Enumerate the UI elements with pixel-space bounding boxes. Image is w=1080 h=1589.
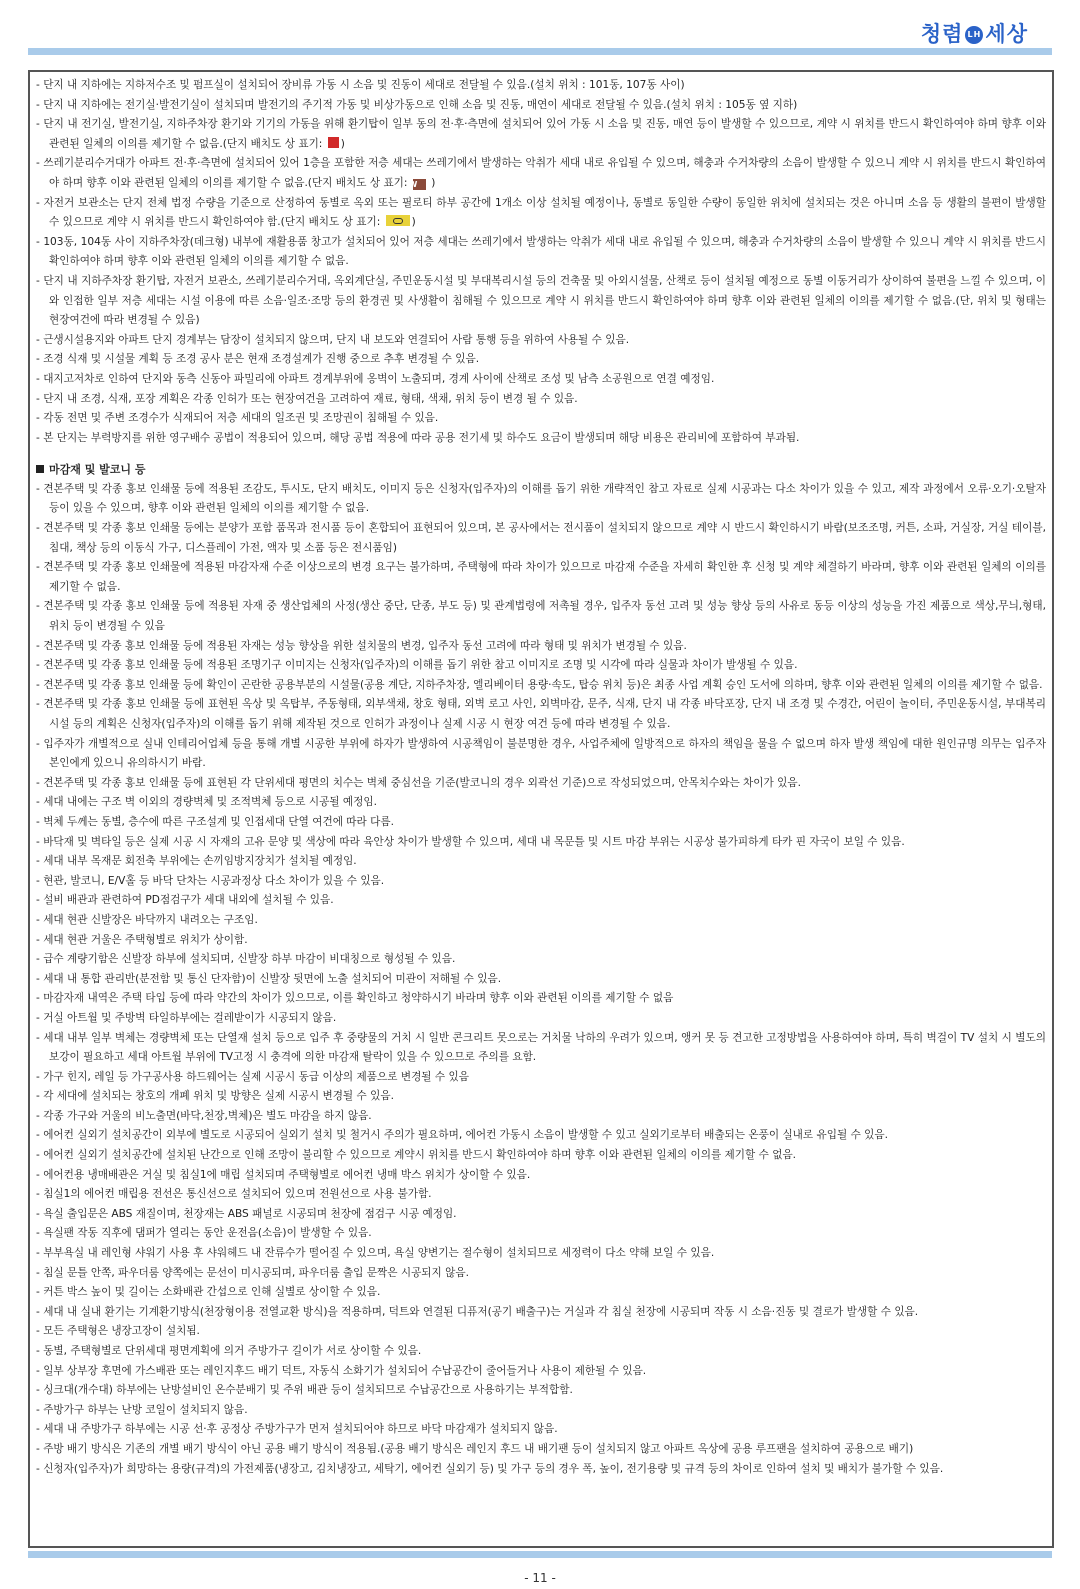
list-item: - 커튼 박스 높이 및 길이는 소화배관 간섭으로 인해 실별로 상이할 수 있음. [36,1286,381,1299]
list-item: - 조경 식재 및 시설물 계획 등 조경 공사 분은 현재 조경설계가 진행 중으로 추후 변경될 수 있음. [36,353,480,366]
list-item: - 단지 내 조경, 식재, 포장 계획은 각종 인허가 또는 현장여건을 고려하여 재료, 형태, 색채, 위치 등이 변경 될 수 있음. [36,392,578,405]
list-item: - 세대 내 통합 관리반(분전함 및 통신 단자함)이 신발장 뒷면에 노출 설치되어 미관이 저해될 수 있음. [36,972,502,985]
list-item: - 견본주택 및 각종 홍보 인쇄물 등에 표현된 옥상 및 옥탑부, 주동형태, 외부색채, 창호 형태, 외벽 로고 사인, 외벽마감, 문주, 식재, 단지 내 각종 바닥포장, 단지 내 조경 및 수경간, 어린이 놀이터, 주민운동시설, 부대복리시설 등의 계획은 신청자(입주자)의 이해를 돕기 위해 제작된 것으로 인허가 과정이나 실제 시공 시 현장 여건 등에 따라 변경될 수 있음. [36,698,1046,730]
list-item: - 침실1의 에어컨 매립용 전선은 통신선으로 설치되어 있으며 전원선으로 사용 불가함. [36,1188,432,1201]
bottom-accent-bar [28,1551,1052,1558]
legend-close: ) [431,176,436,189]
list-item: - 단지 내 지하에는 지하저수조 및 펌프실이 설치되어 장비류 가동 시 소음 및 진동이 세대로 전달될 수 있음.(설치 위치 : 101동, 107동 사이) [36,79,685,91]
list-item: - 각 세대에 설치되는 창호의 개폐 위치 및 방향은 실제 시공시 변경될 수 있음. [36,1090,394,1103]
list-item: - 견본주택 및 각종 홍보 인쇄물 등에 확인이 곤란한 공용부분의 시설물(공용 계단, 지하주차장, 엘리베이터 용량·속도, 탑승 위치 등)은 최종 사업 계획 승인 도서에 의하며, 향후 이와 관련된 일체의 이의를 제기할 수 없음. [36,678,1043,691]
list-item: - 각동 전면 및 주변 조경수가 식재되어 저층 세대의 일조권 및 조망권이 침해될 수 있음. [36,412,439,425]
list-item: - 견본주택 및 각종 홍보 인쇄물 등에는 분양가 포함 품목과 전시품 등이 혼합되어 표현되어 있으며, 본 공사에서는 전시품이 설치되지 않으므로 계약 시 반드시 확인하시기 바람(보조조명, 커튼, 소파, 거실장, 거실 테이블, 침대, 책상 등의 이동식 가구, 디스플레이 가전, 액자 및 소품 등은 전시품임) [36,522,1046,554]
list-item-text: - 자전거 보관소는 단지 전체 법정 수량을 기준으로 산정하여 동별로 옥외 또는 필로티 하부 공간에 1개소 이상 설치될 예정이나, 동별로 동일한 수량이 동일한 위치에 설치되는 것은 아니며 소음 등 생활의 불편이 발생할 수 있으므로 계약 시 위치를 반드시 확인하여야 함.(단지 배치도 상 표기: [36,196,1046,229]
section-title [36,460,1046,480]
ventilation-tower-legend-icon [328,137,339,148]
list-item: - 급수 계량기함은 신발장 하부에 설치되며, 신발장 하부 마감이 비대칭으로 형성될 수 있음. [36,953,456,966]
bicycle-legend-icon [386,215,410,226]
top-accent-bar [28,48,1052,55]
list-item: - 단지 내 지하주차장 환기탑, 자전거 보관소, 쓰레기분리수거대, 옥외계단실, 주민운동시설 및 부대복리시설 등의 건축물 및 아외시설물, 산책로 등이 설치될 예정으로 동별 이동거리가 상이하여 불편을 느낄 수 있으며, 이와 인접한 일부 저층 세대는 시설 이용에 따른 소음·일조·조망 등의 환경권 및 사생활이 침해될 수 있으므로 계약 시 위치를 반드시 확인하여야 하며 향후 이와 관련된 일체의 이의를 제기할 수 없음.(단, 위치 및 형태는 현장여건에 따라 변경될 수 있음) [36,274,1046,327]
list-item-text: - 단지 내 전기실, 발전기실, 지하주차장 환기와 기기의 가동을 위해 환기탑이 일부 동의 전·후·측면에 설치되어 있어 가동 시 소음 및 진동, 매연 등이 발생할 수 있으므로, 계약 시 위치를 반드시 확인하여야 하며 향후 이와 관련된 일체의 이의를 제기할 수 없음.(단지 배치도 상 표기: [36,118,1046,150]
list-item: - 세대 현관 신발장은 바닥까지 내려오는 구조임. [36,913,258,926]
legend-close: ) [411,216,416,229]
list-item: - 주방가구 하부는 난방 코일이 설치되지 않음. [36,1403,248,1416]
list-item: - 욕실 출입문은 ABS 재질이며, 천장재는 ABS 패널로 시공되며 천장에 점검구 시공 예정임. [36,1207,457,1220]
list-item: - 입주자가 개별적으로 실내 인테리어업체 등을 통해 개별 시공한 부위에 하자가 발생하여 시공책임이 불분명한 경우, 사업주체에 일방적으로 하자의 책임을 물을 수 없으며 하자 발생 책임에 대한 원인규명 의무는 입주자 본인에게 있으니 유의하시기 바람. [36,737,1046,770]
list-item: - 견본주택 및 각종 홍보 인쇄물 등에 적용된 조명기구 이미지는 신청자(입주자)의 이해를 돕기 위한 참고 이미지로 조명 및 시각에 따라 실물과 차이가 발생될 수 있음. [36,659,798,672]
list-item: - 현관, 발코니, E/V홀 등 바닥 단차는 시공과정상 다소 차이가 있을 수 있음. [36,874,385,887]
list-item: - 세대 내 주방가구 하부에는 시공 선·후 공정상 주방가구가 먼저 설치되어야 하므로 바닥 마감재가 설치되지 않음. [36,1423,558,1436]
list-item: - 부부욕실 내 레인형 샤워기 사용 후 샤워헤드 내 잔류수가 떨어질 수 있으며, 욕실 양변기는 절수형이 설치되므로 세정력이 다소 약해 보일 수 있음. [36,1247,715,1260]
list-item: - 견본주택 및 각종 홍보 인쇄물 등에 적용된 자재 중 생산업체의 사정(생산 중단, 단종, 부도 등) 및 관계법령에 저촉될 경우, 입주자 동선 고려 및 성능 향상 등의 사유로 동등 이상의 성능을 가진 제품으로 색상,무늬,형태,위치 등이 변경될 수 있음 [36,600,1046,633]
list-item: - 견본주택 및 각종 홍보 인쇄물에 적용된 마감자재 수준 이상으로의 변경 요구는 불가하며, 주택형에 따라 차이가 있으므로 마감재 수준을 자세히 확인한 후 신청 및 계약 체결하기 바라며, 향후 이와 관련된 일체의 이의를 제기할 수 없음. [36,561,1046,593]
logo-mark-icon: LH [965,26,983,44]
list-item: - 설비 배관과 관련하여 PD점검구가 세대 내외에 설치될 수 있음. [36,894,334,907]
list-item: - 동별, 주택형별로 단위세대 평면계획에 의거 주방가구 길이가 서로 상이할 수 있음. [36,1345,422,1357]
list-item [36,154,1046,193]
list-item: - 일부 상부장 후면에 가스배관 또는 레인지후드 배기 덕트, 자동식 소화기가 설치되어 수납공간이 줄어들거나 사용이 제한될 수 있음. [36,1364,647,1377]
list-item: - 각종 가구와 거울의 비노출면(바닥,천장,벽체)은 별도 마감을 하지 않음. [36,1109,372,1122]
logo-text-left: 청렴 [920,22,964,46]
list-item: - 103동, 104동 사이 지하주차장(데크형) 내부에 재활용품 창고가 설치되어 있어 저층 세대는 쓰레기에서 발생하는 악취가 세대 내로 유입될 수 있으며, 해충과 수거차량의 소음이 발생할 수 있으니 계약 시 위치를 반드시 확인하여야 하며 향후 이와 관련된 일체의 이의를 제기할 수 없음. [36,235,1046,268]
section-title-text: 마감재 및 발코니 등 [49,463,146,477]
list-item: - 에어컨 실외기 설치공간이 외부에 별도로 시공되어 실외기 설치 및 철거시 주의가 필요하며, 에어컨 가동시 소음이 발생할 수 있고 실외기로부터 배출되는 온풍이 실내로 유입될 수 있음. [36,1129,889,1142]
list-item: - 가구 힌지, 레일 등 가구공사용 하드웨어는 실제 시공시 동급 이상의 제품으로 변경될 수 있음 [36,1070,469,1083]
list-item: - 세대 내부 목재문 회전축 부위에는 손끼임방지장치가 설치될 예정임. [36,855,357,868]
list-item: - 싱크대(개수대) 하부에는 난방설비인 온수분배기 및 주위 배관 등이 설치되므로 수납공간으로 사용하기는 부적합함. [36,1384,573,1397]
logo [921,18,1028,48]
list-item: - 욕실팬 작동 직후에 댐퍼가 열리는 동안 운전음(소음)이 발생할 수 있음. [36,1227,372,1240]
list-item: - 모든 주택형은 냉장고장이 설치됨. [36,1325,200,1338]
page-number: - 11 - [524,1571,556,1585]
list-item: - 견본주택 및 각종 홍보 인쇄물 등에 표현된 각 단위세대 평면의 치수는 벽체 중심선을 기준(발코니의 경우 외곽선 기준)으로 작성되었으며, 안목치수와는 차이가 있음. [36,776,801,789]
list-item [36,194,1046,233]
list-item: - 바닥재 및 벽타일 등은 실제 시공 시 자재의 고유 문양 및 색상에 따라 육안상 차이가 발생할 수 있으며, 세대 내 목문틀 및 시트 마감 부위는 시공상 불가피하게 타카 핀 자국이 보일 수 있음. [36,835,905,848]
legend-close: ) [340,137,345,150]
list-item: - 대지고저차로 인하여 단지와 동측 신동아 파밀리에 아파트 경계부위에 옹벽이 노출되며, 경계 사이에 산책로 조성 및 남측 소공원으로 연결 예정임. [36,372,715,385]
list-item: - 마감자재 내역은 주택 타입 등에 따라 약간의 차이가 있으므로, 이를 확인하고 청약하시기 바라며 향후 이와 관련된 이의를 제기할 수 없음 [36,992,674,1005]
list-item [36,115,1046,154]
list-item: - 세대 현관 거울은 주택형별로 위치가 상이함. [36,933,248,946]
list-item: - 세대 내부 일부 벽체는 경량벽체 또는 단열재 설치 등으로 입주 후 중량물의 거치 시 일반 콘크리트 못으로는 거치물 낙하의 우려가 있으며, 앵커 못 등 견고한 고정방법을 사용하여야 하며, 특히 벽걸이 TV 설치 시 별도의 보강이 필요하고 세대 아트월 부위에 TV고정 시 충격에 의한 마감재 탈락이 있을 수 있으므로 주의를 요함. [36,1031,1046,1064]
list-item: - 세대 내에는 구조 벽 이외의 경량벽체 및 조적벽체 등으로 시공될 예정임. [36,796,378,809]
logo-text-right: 세상 [985,22,1028,46]
list-item: - 주방 배기 방식은 기존의 개별 배기 방식이 아닌 공용 배기 방식이 적용됨.(공용 배기 방식은 레인지 후드 내 배기팬 등이 설치되지 않고 아파트 옥상에 공용 루프팬을 설치하여 공용으로 배기) [36,1442,914,1455]
content [36,76,1046,1479]
content-frame [28,70,1054,1548]
waste-legend-icon: W [413,179,426,190]
list-item: - 근생시설용지와 아파트 단지 경계부는 담장이 설치되지 않으며, 단지 내 보도와 연결되어 사람 통행 등을 위하여 사용될 수 있음. [36,333,630,346]
list-item: - 견본주택 및 각종 홍보 인쇄물 등에 적용된 자재는 성능 향상을 위한 설치물의 변경, 입주자 동선 고려에 따라 형태 및 위치가 변경될 수 있음. [36,639,687,652]
list-item: - 단지 내 지하에는 전기실·발전기실이 설치되며 발전기의 주기적 가동 및 비상가동으로 인해 소음 및 진동, 매연이 세대로 전달될 수 있음.(설치 위치 : 105동 옆 지하) [36,98,798,111]
list-item: - 세대 내 실내 환기는 기계환기방식(천장형이용 전열교환 방식)을 적용하며, 덕트와 연결된 디퓨저(공기 배출구)는 거실과 각 침실 천장에 시공되며 작동 시 소음·진동 및 결로가 발생할 수 있음. [36,1305,919,1318]
list-item: - 에어컨용 냉매배관은 거실 및 침실1에 매립 설치되며 주택형별로 에어컨 냉매 박스 위치가 상이할 수 있음. [36,1168,531,1181]
square-bullet-icon [36,465,44,473]
list-item: - 벽체 두께는 동별, 층수에 따른 구조설계 및 인접세대 단열 여건에 따라 다름. [36,815,394,828]
list-item: - 견본주택 및 각종 홍보 인쇄물 등에 적용된 조감도, 투시도, 단지 배치도, 이미지 등은 신청자(입주자)의 이해를 돕기 위한 개략적인 참고 자료로 실제 시공과는 다소 차이가 있을 수 있고, 제작 과정에서 오류·오기·오탈자 등이 있을 수 있으며, 향후 이와 관련된 일체의 이의를 제기할 수 없음. [36,482,1046,515]
list-item: - 침실 문틀 안쪽, 파우더룸 양쪽에는 문선이 미시공되며, 파우더룸 출입 문짝은 시공되지 않음. [36,1266,469,1279]
list-item: - 본 단지는 부력방지를 위한 영구배수 공법이 적용되어 있으며, 해당 공법 적용에 따라 공용 전기세 및 하수도 요금이 발생되며 해당 비용은 관리비에 포함하여 부과됨. [36,431,800,444]
list-item: - 신청자(입주자)가 희망하는 용량(규격)의 가전제품(냉장고, 김치냉장고, 세탁기, 에어컨 실외기 등) 및 가구 등의 경우 폭, 높이, 전기용량 및 규격 등의 차이로 인하여 설치 및 배치가 불가할 수 있음. [36,1462,944,1475]
list-item-text: - 쓰레기분리수거대가 아파트 전·후·측면에 설치되어 있어 1층을 포함한 저층 세대는 쓰레기에서 발생하는 악취가 세대 내로 유입될 수 있으며, 해충과 수거차량의 소음이 발생할 수 있으니 계약 시 위치를 반드시 확인하여야 하며 향후 이와 관련된 일체의 이의를 제기할 수 없음.(단지 배치도 상 표기: [36,157,1046,189]
section2-list [36,480,1046,1479]
list-item: - 에어컨 실외기 설치공간에 설치된 난간으로 인해 조망이 불리할 수 있으므로 계약시 위치를 반드시 확인하여야 하며 향후 이와 관련된 일체의 이의를 제기할 수 없음. [36,1149,797,1162]
list-item: - 거실 아트월 및 주방벽 타일하부에는 걸레받이가 시공되지 않음. [36,1011,337,1024]
